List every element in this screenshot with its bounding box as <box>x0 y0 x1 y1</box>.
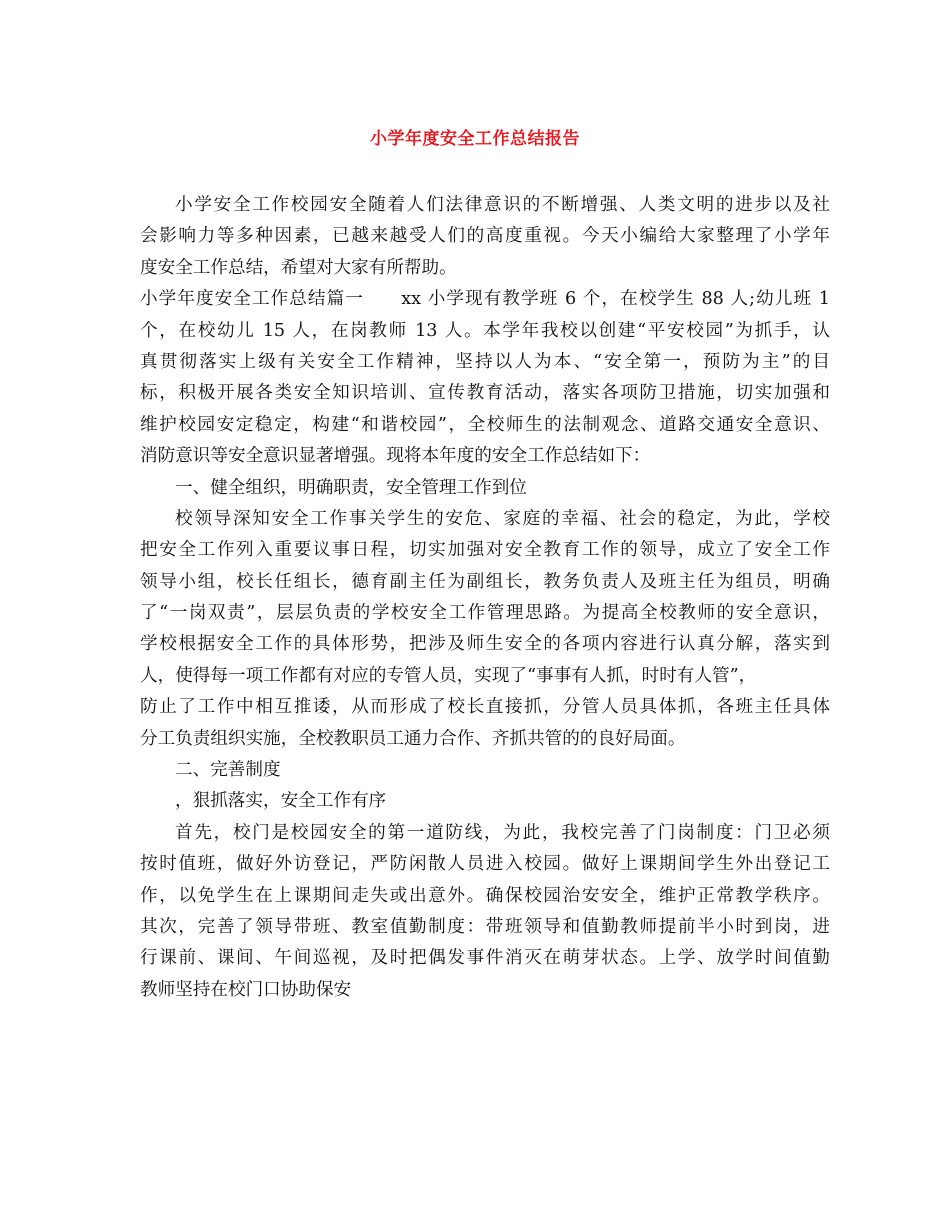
paragraph-line: 防止了工作中相互推诿，从而形成了校长直接抓，分管人员具体抓，各班主任具体 <box>140 697 830 718</box>
paragraph-line: 消防意识等安全意识显著增强。现将本年度的安全工作总结如下： <box>140 446 651 467</box>
paragraph-line: 度安全工作总结，希望对大家有所帮助。 <box>140 257 457 278</box>
paragraph-line: 维护校园安定稳定，构建“和谐校园”，全校师生的法制观念、道路交通安全意识、 <box>140 414 830 435</box>
section-heading: 二、完善制度 <box>175 760 281 781</box>
paragraph-line: 小学安全工作校园安全随着人们法律意识的不断增强、人类文明的进步以及社 <box>175 195 830 215</box>
paragraph-line: 真贯彻落实上级有关安全工作精神，坚持以人为本、“安全第一，预防为主”的目 <box>140 351 830 372</box>
paragraph-line: 首先，校门是校园安全的第一道防线，为此，我校完善了门岗制度：门卫必须 <box>175 822 830 843</box>
paragraph-line: 个，在校幼儿 15 人，在岗教师 13 人。本学年我校以创建“平安校园”为抓手，认 <box>140 320 830 341</box>
paragraph-line: 领导小组，校长任组长，德育副主任为副组长，教务负责人及班主任为组员，明确 <box>140 571 830 592</box>
paragraph-line: 学校根据安全工作的具体形势，把涉及师生安全的各项内容进行认真分解，落实到 <box>140 634 830 655</box>
paragraph-line: 行课前、课间、午间巡视，及时把偶发事件消灭在萌芽状态。上学、放学时间值勤 <box>140 948 830 969</box>
paragraph-line: 标，积极开展各类安全知识培训、宣传教育活动，落实各项防卫措施，切实加强和 <box>140 383 830 404</box>
paragraph-line: 人，使得每一项工作都有对应的专管人员，实现了“事事有人抓，时时有人管”， <box>140 665 757 686</box>
document-body <box>140 190 830 1006</box>
paragraph-line: 会影响力等多种因素，已越来越受人们的高度重视。今天小编给大家整理了小学年 <box>140 226 830 247</box>
document-title: 小学年度安全工作总结报告 <box>370 129 580 149</box>
section-heading: 一、健全组织，明确职责，安全管理工作到位 <box>175 477 527 498</box>
paragraph-line: 小学年度安全工作总结篇一 xx 小学现有教学班 6 个，在校学生 88 人;幼儿班 1 <box>140 289 830 310</box>
paragraph-line: 把安全工作列入重要议事日程，切实加强对安全教育工作的领导，成立了安全工作 <box>140 540 830 561</box>
paragraph-line: ，狠抓落实，安全工作有序 <box>175 791 387 812</box>
paragraph-line: 了“一岗双责”，层层负责的学校安全工作管理思路。为提高全校教师的安全意识， <box>140 603 830 624</box>
paragraph-line: 校领导深知安全工作事关学生的安危、家庭的幸福、社会的稳定，为此，学校 <box>175 508 830 529</box>
paragraph-line: 分工负责组织实施，全校教职员工通力合作、齐抓共管的的良好局面。 <box>140 728 686 749</box>
paragraph-line: 作，以免学生在上课期间走失或出意外。确保校园治安安全，维护正常教学秩序。 <box>140 885 830 906</box>
paragraph-line: 其次，完善了领导带班、教室值勤制度：带班领导和值勤教师提前半小时到岗，进 <box>140 916 830 937</box>
paragraph-line: 教师坚持在校门口协助保安 <box>140 979 352 1000</box>
paragraph-line: 按时值班，做好外访登记，严防闲散人员进入校园。做好上课期间学生外出登记工 <box>140 854 830 875</box>
